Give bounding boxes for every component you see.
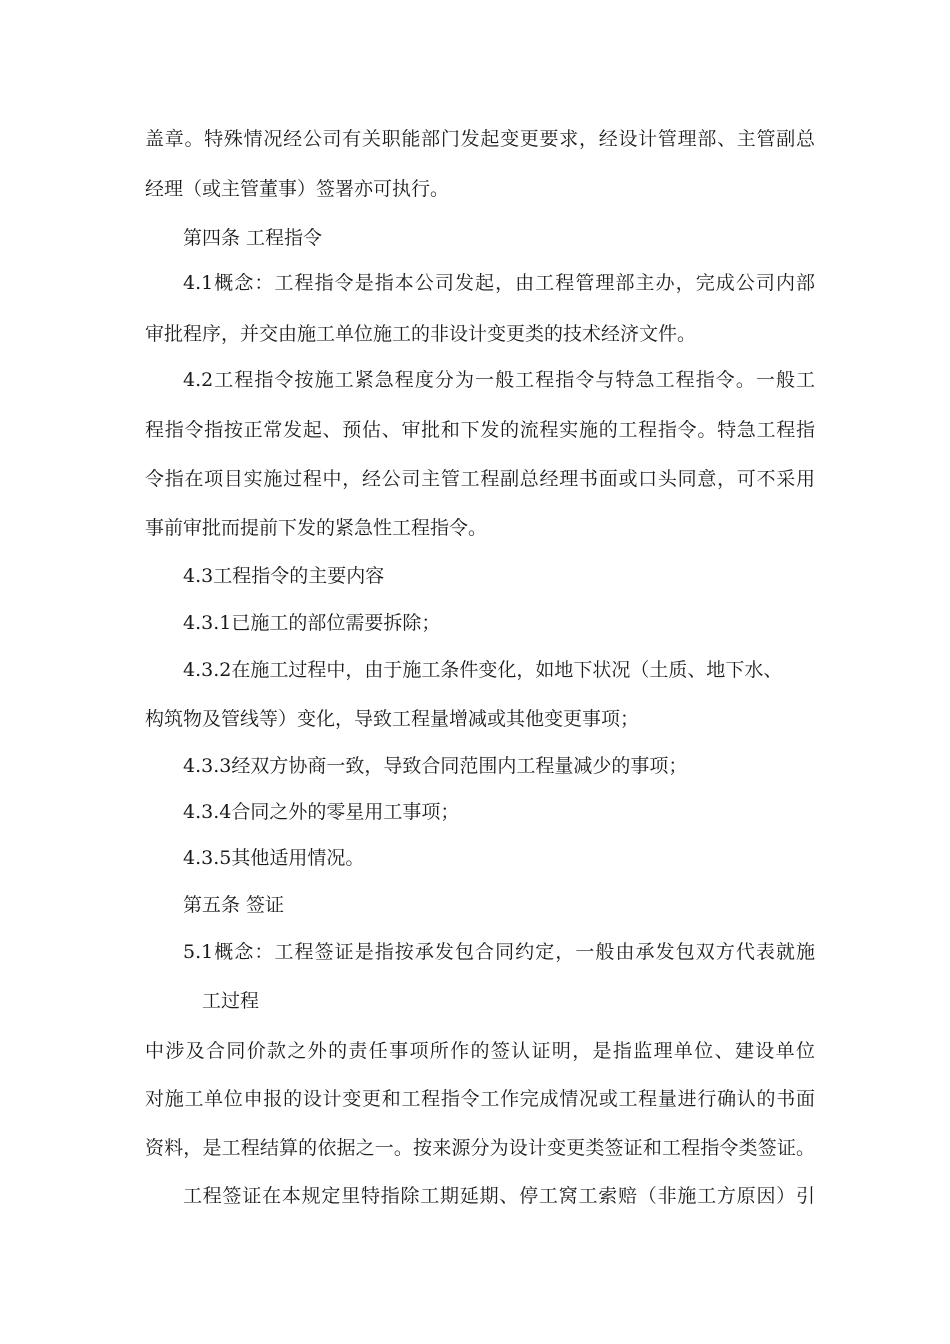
text-line: 对施工单位申报的设计变更和工程指令工作完成情况或工程量进行确认的书面 xyxy=(145,1088,815,1110)
text-line: 4.3.4合同之外的零星用工事项； xyxy=(183,801,460,823)
text-line: 经理（或主管董事）签署亦可执行。 xyxy=(145,178,450,200)
text-line: 构筑物及管线等）变化，导致工程量增减或其他变更事项； xyxy=(145,708,640,730)
text-line: 4.1概念：工程指令是指本公司发起，由工程管理部主办，完成公司内部 xyxy=(183,272,815,294)
text-line: 事前审批而提前下发的紧急性工程指令。 xyxy=(145,517,488,539)
text-line: 4.3.2在施工过程中，由于施工条件变化，如地下状况（土质、地下水、 xyxy=(183,659,783,681)
text-line: 5.1概念：工程签证是指按承发包合同约定，一般由承发包双方代表就施 xyxy=(183,941,815,963)
text-line: 4.3.1已施工的部位需要拆除； xyxy=(183,612,441,634)
text-line: 工过程 xyxy=(202,990,260,1012)
text-line: 程指令指按正常发起、预估、审批和下发的流程实施的工程指令。特急工程指 xyxy=(145,419,815,441)
section-heading: 第四条 工程指令 xyxy=(183,227,323,249)
text-line: 审批程序，并交由施工单位施工的非设计变更类的技术经济文件。 xyxy=(145,323,697,345)
text-line: 中涉及合同价款之外的责任事项所作的签认证明，是指监理单位、建设单位 xyxy=(145,1040,815,1062)
text-line: 令指在项目实施过程中，经公司主管工程副总经理书面或口头同意，可不采用 xyxy=(145,468,815,490)
text-line: 盖章。特殊情况经公司有关职能部门发起变更要求，经设计管理部、主管副总 xyxy=(145,128,815,150)
text-line: 4.3.3经双方协商一致，导致合同范围内工程量减少的事项； xyxy=(183,755,688,777)
text-line: 4.2工程指令按施工紧急程度分为一般工程指令与特急工程指令。一般工 xyxy=(183,369,815,391)
text-line: 4.3工程指令的主要内容 xyxy=(183,565,385,587)
text-line: 资料，是工程结算的依据之一。按来源分为设计变更类签证和工程指令类签证。 xyxy=(145,1137,815,1159)
text-line: 工程签证在本规定里特指除工期延期、停工窝工索赔（非施工方原因）引 xyxy=(183,1185,815,1207)
text-line: 4.3.5其他适用情况。 xyxy=(183,847,365,869)
section-heading: 第五条 签证 xyxy=(183,894,285,916)
